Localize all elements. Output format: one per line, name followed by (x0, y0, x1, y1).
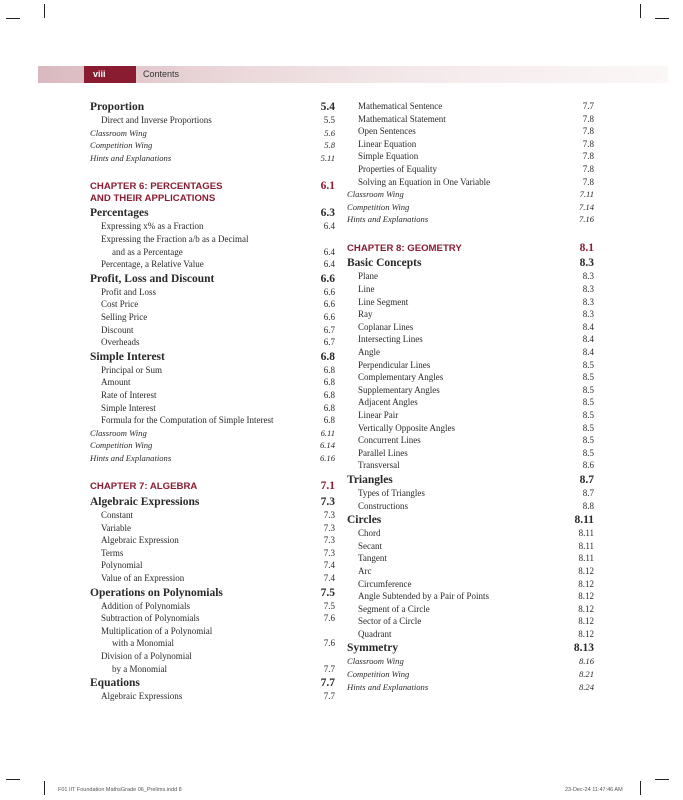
toc-page-ref: 8.5 (582, 409, 594, 420)
toc-entry-title: Line Segment (358, 296, 409, 307)
toc-entry-title: Tangent (358, 553, 387, 564)
toc-page-ref: 8.21 (578, 669, 594, 680)
toc-page-ref: 6.8 (320, 350, 335, 363)
toc-exercise-entry (90, 439, 335, 452)
toc-entry-title: Segment of a Circle (358, 603, 430, 614)
toc-entry-title: Complementary Angles (358, 372, 444, 383)
toc-entry-title: Competition Wing (347, 669, 410, 680)
toc-entry-title: Mathematical Statement (358, 113, 446, 124)
toc-page-ref: 8.8 (582, 500, 594, 511)
section-spacer (90, 164, 335, 181)
toc-entry-title: Simple Interest (90, 350, 165, 363)
toc-page-ref: 8.4 (582, 321, 594, 332)
toc-page-ref: 7.3 (323, 547, 335, 558)
toc-entry-title: CHAPTER 8: GEOMETRY (347, 242, 462, 254)
toc-subentry (347, 138, 594, 151)
toc-subentry (347, 487, 594, 500)
toc-entry-title: Basic Concepts (347, 257, 422, 270)
toc-page-ref: 6.8 (323, 389, 335, 400)
toc-subentry (347, 615, 594, 628)
toc-subentry (347, 422, 594, 435)
toc-entry-title: and as a Percentage (112, 246, 183, 257)
toc-entry-title: Discount (101, 324, 134, 335)
toc-page-ref: 7.7 (320, 677, 335, 690)
toc-page-ref: 7.4 (323, 572, 335, 583)
crop-mark (655, 779, 669, 780)
toc-subentry (347, 150, 594, 163)
toc-page-ref: 7.8 (582, 176, 594, 187)
toc-page-ref: 7.7 (582, 101, 594, 111)
toc-entry-continuation (90, 663, 335, 676)
toc-subentry (90, 600, 335, 613)
toc-section-heading (90, 676, 335, 690)
toc-page-ref: 6.6 (323, 299, 335, 310)
toc-entry-title: Percentage, a Relative Value (101, 259, 204, 270)
toc-subentry (347, 578, 594, 591)
toc-section-heading (90, 350, 335, 364)
toc-page-ref: 6.1 (320, 180, 335, 193)
toc-chapter-heading (90, 481, 335, 493)
toc-subentry (90, 509, 335, 522)
toc-entry-title: Angle (358, 347, 380, 357)
toc-entry-title: Constructions (358, 500, 409, 511)
toc-exercise-entry (347, 213, 594, 226)
toc-subentry (90, 650, 335, 663)
toc-page-ref: 6.8 (323, 364, 335, 375)
toc-page-ref: 8.12 (578, 628, 594, 639)
footer-file-name: F01 IIT Foundation MathsGrade 06_Prelims.indd 8 (58, 787, 182, 793)
toc-entry-title: Line (358, 284, 375, 295)
toc-page-ref: 8.5 (582, 422, 594, 433)
toc-subentry (347, 384, 594, 397)
crop-mark (44, 4, 45, 18)
toc-subentry (90, 547, 335, 560)
toc-page-ref: 8.5 (582, 372, 594, 383)
toc-entry-title: Hints and Explanations (347, 214, 429, 225)
toc-section-heading (347, 513, 594, 527)
toc-page-ref: 6.6 (323, 311, 335, 322)
toc-subentry (347, 409, 594, 422)
toc-entry-title: by a Monomial (112, 663, 167, 674)
toc-entry-title: Triangles (347, 473, 393, 486)
toc-entry-title: Profit, Loss and Discount (90, 272, 215, 285)
toc-entry-title: Constant (101, 509, 134, 520)
toc-exercise-entry (90, 452, 335, 465)
toc-entry-title: Simple Equation (358, 151, 419, 162)
toc-page-ref: 8.5 (582, 435, 594, 446)
toc-entry-title: Linear Equation (358, 138, 417, 149)
toc-entry-title: Perpendicular Lines (358, 359, 431, 370)
toc-entry-title: Plane (358, 271, 378, 282)
toc-entry-title: Expressing x% as a Fraction (101, 221, 204, 232)
toc-subentry (90, 311, 335, 324)
toc-subentry (347, 540, 594, 553)
toc-subentry (347, 434, 594, 447)
toc-subentry (347, 459, 594, 472)
toc-page-ref: 8.5 (582, 447, 594, 458)
toc-exercise-entry (90, 127, 335, 140)
toc-page-ref: 6.16 (319, 452, 335, 463)
toc-subentry (347, 447, 594, 460)
toc-subentry (90, 286, 335, 299)
toc-subentry (90, 233, 335, 246)
toc-page-ref: 7.3 (323, 535, 335, 546)
toc-chapter-heading (347, 243, 594, 255)
toc-entry-title: Addition of Polynomials (101, 600, 191, 611)
crop-mark (6, 18, 20, 19)
toc-subentry (347, 176, 594, 189)
toc-entry-title: Hints and Explanations (90, 452, 172, 463)
toc-entry-title: Cost Price (101, 299, 139, 310)
toc-page-ref: 8.5 (582, 359, 594, 370)
toc-page-ref: 8.3 (582, 284, 594, 295)
toc-subentry (347, 371, 594, 384)
toc-page-ref: 7.8 (582, 126, 594, 137)
toc-exercise-entry (90, 152, 335, 165)
toc-subentry (90, 572, 335, 585)
toc-entry-title: Parallel Lines (358, 447, 408, 458)
toc-page-ref: 8.12 (578, 591, 594, 602)
toc-subentry (347, 100, 594, 113)
toc-entry-title: Circles (347, 514, 382, 527)
toc-entry-title: Formula for the Computation of Simple Interest (101, 415, 274, 426)
toc-page-ref: 8.5 (582, 397, 594, 408)
toc-right-column (347, 100, 594, 693)
toc-subentry (347, 113, 594, 126)
toc-page-ref: 8.3 (582, 309, 594, 320)
toc-section-heading (347, 473, 594, 487)
toc-page-ref: 8.24 (578, 681, 594, 692)
toc-subentry (90, 376, 335, 389)
toc-entry-title: Percentages (90, 207, 149, 220)
toc-entry-title: Open Sentences (358, 126, 416, 137)
toc-page-ref: 8.3 (582, 296, 594, 307)
toc-page-ref: 6.14 (319, 440, 335, 451)
toc-page-ref: 8.11 (578, 528, 594, 539)
toc-subentry (90, 298, 335, 311)
toc-page-ref: 8.3 (579, 257, 594, 270)
toc-entry-title: Arc (358, 565, 372, 576)
toc-subentry (347, 603, 594, 616)
toc-subentry (90, 612, 335, 625)
toc-entry-title: Classroom Wing (90, 127, 147, 138)
toc-entry-title: Types of Triangles (358, 487, 425, 498)
toc-subentry (347, 296, 594, 309)
toc-page-ref: 7.3 (323, 522, 335, 533)
toc-subentry (90, 522, 335, 535)
toc-entry-continuation (90, 246, 335, 259)
toc-entry-title: Selling Price (101, 311, 148, 322)
toc-entry-title: with a Monomial (112, 638, 174, 649)
crop-mark (655, 18, 669, 19)
toc-section-heading (90, 100, 335, 114)
toc-page-ref: 7.6 (323, 638, 335, 649)
toc-subentry (347, 270, 594, 283)
toc-entry-title: Algebraic Expressions (101, 691, 183, 702)
toc-entry-title: Sector of a Circle (358, 616, 422, 627)
toc-entry-title: Algebraic Expressions (90, 495, 200, 508)
toc-page-ref: 8.12 (578, 603, 594, 614)
toc-subentry (347, 396, 594, 409)
toc-entry-title: Ray (358, 309, 373, 320)
toc-subentry (90, 324, 335, 337)
toc-page-ref: 7.7 (323, 691, 335, 702)
toc-entry-title: Multiplication of a Polynomial (101, 625, 213, 636)
toc-subentry (90, 220, 335, 233)
toc-entry-title: Operations on Polynomials (90, 586, 223, 599)
toc-entry-title: Profit and Loss (101, 286, 156, 297)
toc-page-ref: 8.11 (578, 553, 594, 564)
toc-page-ref: 8.4 (582, 347, 594, 357)
toc-subentry (347, 565, 594, 578)
toc-entry-title: Value of an Expression (101, 572, 185, 583)
toc-entry-title: Coplanar Lines (358, 321, 414, 332)
toc-subentry (90, 114, 335, 127)
toc-page-ref: 7.5 (320, 586, 335, 599)
toc-entry-title: Vertically Opposite Angles (358, 422, 455, 433)
toc-page-ref: 8.12 (578, 578, 594, 589)
toc-entry-title: Equations (90, 677, 140, 690)
toc-entry-title: Competition Wing (347, 201, 410, 212)
toc-entry-title: Terms (101, 547, 124, 558)
toc-subentry (90, 414, 335, 427)
toc-entry-title: Hints and Explanations (90, 152, 172, 163)
toc-subentry (347, 308, 594, 321)
crop-mark (640, 4, 641, 18)
crop-mark (44, 781, 45, 795)
toc-subentry (90, 559, 335, 572)
toc-entry-title: Classroom Wing (90, 427, 147, 438)
toc-entry-title: Simple Interest (101, 402, 156, 413)
toc-entry-title: Quadrant (358, 628, 392, 639)
toc-subentry (90, 690, 335, 703)
toc-page-ref: 6.8 (323, 402, 335, 413)
toc-subentry (347, 527, 594, 540)
toc-page-ref: 7.5 (323, 600, 335, 611)
toc-entry-title: Amount (101, 377, 131, 388)
toc-page-ref: 5.4 (320, 101, 335, 113)
toc-page-ref: 7.1 (320, 480, 335, 493)
toc-entry-title: Transversal (358, 460, 400, 471)
toc-entry-continuation (90, 637, 335, 650)
toc-entry-title: Linear Pair (358, 409, 399, 420)
toc-entry-title: Subtraction of Polynomials (101, 613, 200, 624)
toc-page-ref: 6.8 (323, 415, 335, 426)
toc-entry-title: Proportion (90, 101, 145, 113)
footer-timestamp: 23-Dec-24 11:47:46 AM (565, 787, 623, 793)
toc-entry-title: Competition Wing (90, 140, 153, 151)
toc-entry-title: Angle Subtended by a Pair of Points (358, 591, 489, 602)
toc-page-ref: 8.3 (582, 271, 594, 282)
toc-subentry (347, 552, 594, 565)
toc-page-ref: 8.12 (578, 565, 594, 576)
toc-exercise-entry (347, 201, 594, 214)
toc-page-ref: 7.11 (579, 189, 594, 200)
toc-page-ref: 7.6 (323, 613, 335, 624)
toc-entry-title: Principal or Sum (101, 364, 162, 375)
toc-entry-title: Secant (358, 540, 382, 551)
toc-page-ref: 6.4 (323, 259, 335, 270)
toc-page-ref: 5.5 (323, 115, 335, 125)
toc-subentry (90, 402, 335, 415)
toc-subentry (347, 333, 594, 346)
toc-page-ref: 8.12 (578, 616, 594, 627)
toc-subentry (90, 258, 335, 271)
toc-page-ref: 6.6 (323, 286, 335, 297)
toc-subentry (347, 346, 594, 359)
toc-page-ref: 6.4 (323, 246, 335, 257)
toc-entry-title: Solving an Equation in One Variable (358, 176, 491, 187)
toc-entry-title: Chord (358, 528, 381, 539)
toc-entry-title: Hints and Explanations (347, 681, 429, 692)
toc-page-ref: 5.6 (324, 127, 335, 138)
page-number: viii (84, 66, 136, 83)
toc-entry-title: Properties of Equality (358, 163, 437, 174)
toc-subentry (90, 364, 335, 377)
toc-subentry (90, 389, 335, 402)
toc-section-heading (347, 641, 594, 655)
toc-page-ref: 7.7 (323, 663, 335, 674)
toc-page-ref: 7.4 (323, 560, 335, 571)
toc-entry-title: Rate of Interest (101, 389, 157, 400)
toc-page-ref: 7.3 (320, 495, 335, 508)
toc-entry-title: Competition Wing (90, 440, 153, 451)
toc-page-ref: 6.4 (323, 221, 335, 232)
toc-subentry (90, 336, 335, 349)
toc-subentry (90, 625, 335, 638)
toc-section-heading (347, 256, 594, 270)
toc-page-ref: 8.4 (582, 334, 594, 345)
section-spacer (90, 464, 335, 481)
toc-exercise-entry (90, 427, 335, 440)
toc-entry-title: Intersecting Lines (358, 334, 423, 345)
toc-entry-title: Division of a Polynomial (101, 650, 192, 661)
toc-entry-title: Circumference (358, 578, 412, 589)
toc-page-ref: 8.11 (574, 514, 594, 527)
toc-entry-title: Adjacent Angles (358, 397, 418, 408)
toc-chapter-heading (90, 181, 335, 204)
toc-entry-title: Symmetry (347, 642, 399, 655)
toc-exercise-entry (347, 668, 594, 681)
toc-subentry (347, 628, 594, 641)
toc-page-ref: 6.7 (323, 337, 335, 348)
toc-page-ref: 6.3 (320, 207, 335, 220)
toc-subentry (347, 590, 594, 603)
toc-page-ref: 7.8 (582, 151, 594, 162)
toc-section-heading (90, 586, 335, 600)
crop-mark (6, 779, 20, 780)
toc-subentry (90, 534, 335, 547)
toc-entry-title: CHAPTER 7: ALGEBRA (90, 481, 198, 493)
toc-left-column (90, 100, 335, 703)
toc-entry-title: Expressing the Fraction a/b as a Decimal (101, 233, 249, 244)
toc-entry-title: CHAPTER 6: PERCENTAGES AND THEIR APPLICATIONS (90, 181, 223, 204)
toc-page-ref: 6.11 (320, 427, 335, 438)
toc-page-ref: 6.7 (323, 324, 335, 335)
toc-page-ref: 7.3 (323, 509, 335, 520)
toc-page-ref: 8.16 (578, 656, 594, 667)
toc-section-heading (90, 206, 335, 220)
toc-page-ref: 7.8 (582, 163, 594, 174)
toc-entry-title: Polynomial (101, 560, 143, 571)
toc-page-ref: 5.8 (324, 140, 335, 151)
toc-page-ref: 6.8 (323, 377, 335, 388)
toc-entry-title: Direct and Inverse Proportions (101, 115, 212, 125)
toc-page-ref: 7.14 (578, 201, 594, 212)
toc-page-ref: 7.8 (582, 113, 594, 124)
toc-subentry (347, 500, 594, 513)
toc-section-heading (90, 272, 335, 286)
toc-entry-title: Mathematical Sentence (358, 101, 443, 111)
toc-page-ref: 8.7 (582, 487, 594, 498)
toc-page-ref: 8.13 (573, 642, 594, 655)
toc-subentry (347, 321, 594, 334)
toc-page-ref: 8.11 (578, 540, 594, 551)
toc-subentry (347, 283, 594, 296)
toc-subentry (347, 125, 594, 138)
toc-page-ref: 8.1 (579, 241, 594, 254)
crop-mark (640, 781, 641, 795)
toc-page-ref: 7.16 (578, 214, 594, 225)
toc-subentry (347, 359, 594, 372)
toc-page-ref: 7.8 (582, 138, 594, 149)
toc-section-heading (90, 495, 335, 509)
toc-subentry (347, 163, 594, 176)
running-head-title: Contents (143, 69, 180, 79)
toc-entry-title: Overheads (101, 337, 140, 348)
toc-page-ref: 5.11 (320, 152, 335, 163)
toc-entry-title: Algebraic Expression (101, 535, 179, 546)
toc-entry-title: Classroom Wing (347, 656, 404, 667)
section-spacer (347, 226, 594, 243)
toc-exercise-entry (347, 188, 594, 201)
toc-entry-title: Concurrent Lines (358, 435, 421, 446)
toc-entry-title: Variable (101, 522, 131, 533)
toc-exercise-entry (347, 681, 594, 694)
toc-exercise-entry (90, 139, 335, 152)
toc-page-ref: 6.6 (320, 272, 335, 285)
toc-page-ref: 8.6 (582, 460, 594, 471)
toc-entry-title: Supplementary Angles (358, 384, 440, 395)
toc-page-ref: 8.5 (582, 384, 594, 395)
toc-exercise-entry (347, 655, 594, 668)
toc-page-ref: 8.7 (579, 473, 594, 486)
toc-entry-title: Classroom Wing (347, 189, 404, 200)
